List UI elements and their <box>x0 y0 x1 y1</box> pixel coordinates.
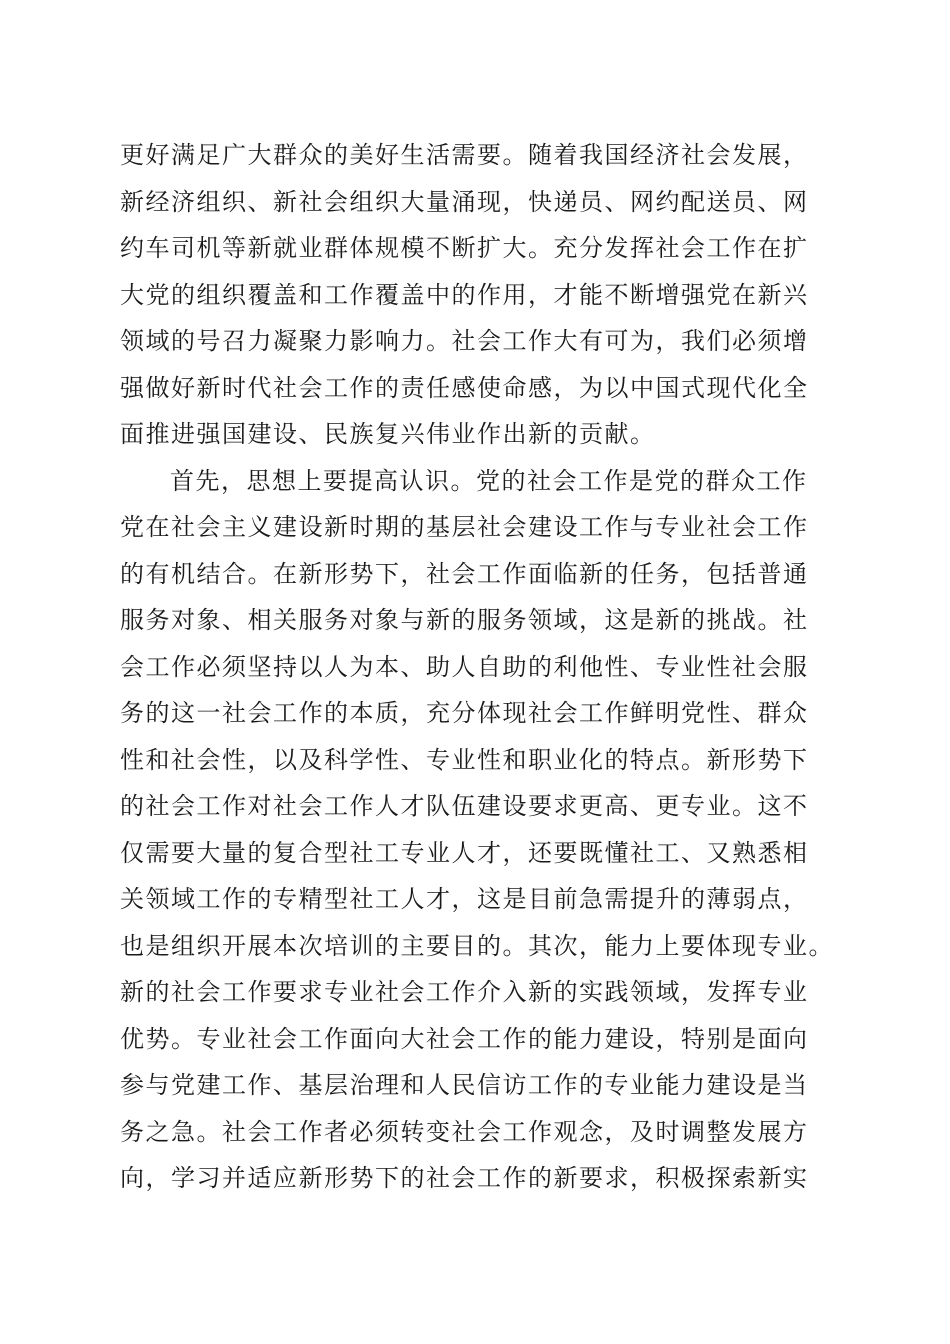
text-line: 服务对象、相关服务对象与新的服务领域，这是新的挑战。社 <box>120 606 809 634</box>
text-line: 也是组织开展本次培训的主要目的。其次，能力上要体现专业。 <box>120 931 834 960</box>
text-line: 党在社会主义建设新时期的基层社会建设工作与专业社会工作 <box>120 513 809 541</box>
text-line: 参与党建工作、基层治理和人民信访工作的专业能力建设是当 <box>120 1071 809 1099</box>
text-line: 新的社会工作要求专业社会工作介入新的实践领域，发挥专业 <box>120 978 809 1006</box>
text-line: 务的这一社会工作的本质，充分体现社会工作鲜明党性、群众 <box>120 699 809 727</box>
text-line: 会工作必须坚持以人为本、助人自助的利他性、专业性社会服 <box>120 652 809 681</box>
paragraph-first-line: 首先，思想上要提高认识。党的社会工作是党的群众工作 <box>170 466 808 495</box>
text-line: 更好满足广大群众的美好生活需要。随着我国经济社会发展， <box>120 141 809 169</box>
text-line: 强做好新时代社会工作的责任感使命感，为以中国式现代化全 <box>120 373 809 402</box>
text-line: 仅需要大量的复合型社工专业人才，还要既懂社工、又熟悉相 <box>120 838 809 867</box>
text-line: 新经济组织、新社会组织大量涌现，快递员、网约配送员、网 <box>120 187 809 216</box>
text-line: 的有机结合。在新形势下，社会工作面临新的任务，包括普通 <box>120 559 809 588</box>
text-line: 关领域工作的专精型社工人才，这是目前急需提升的薄弱点， <box>120 885 809 913</box>
text-line: 约车司机等新就业群体规模不断扩大。充分发挥社会工作在扩 <box>120 234 809 262</box>
text-line: 性和社会性，以及科学性、专业性和职业化的特点。新形势下 <box>120 745 809 774</box>
text-line: 优势。专业社会工作面向大社会工作的能力建设，特别是面向 <box>120 1024 809 1053</box>
body-text <box>120 132 840 1202</box>
text-line: 大党的组织覆盖和工作覆盖中的作用，才能不断增强党在新兴 <box>120 280 809 309</box>
text-line: 面推进强国建设、民族复兴伟业作出新的贡献。 <box>120 420 656 448</box>
text-line: 向，学习并适应新形势下的社会工作的新要求，积极探索新实 <box>120 1164 809 1192</box>
text-line: 务之急。社会工作者必须转变社会工作观念，及时调整发展方 <box>120 1117 809 1146</box>
text-line: 的社会工作对社会工作人才队伍建设要求更高、更专业。这不 <box>120 792 809 820</box>
text-line: 领域的号召力凝聚力影响力。社会工作大有可为，我们必须增 <box>120 327 809 355</box>
